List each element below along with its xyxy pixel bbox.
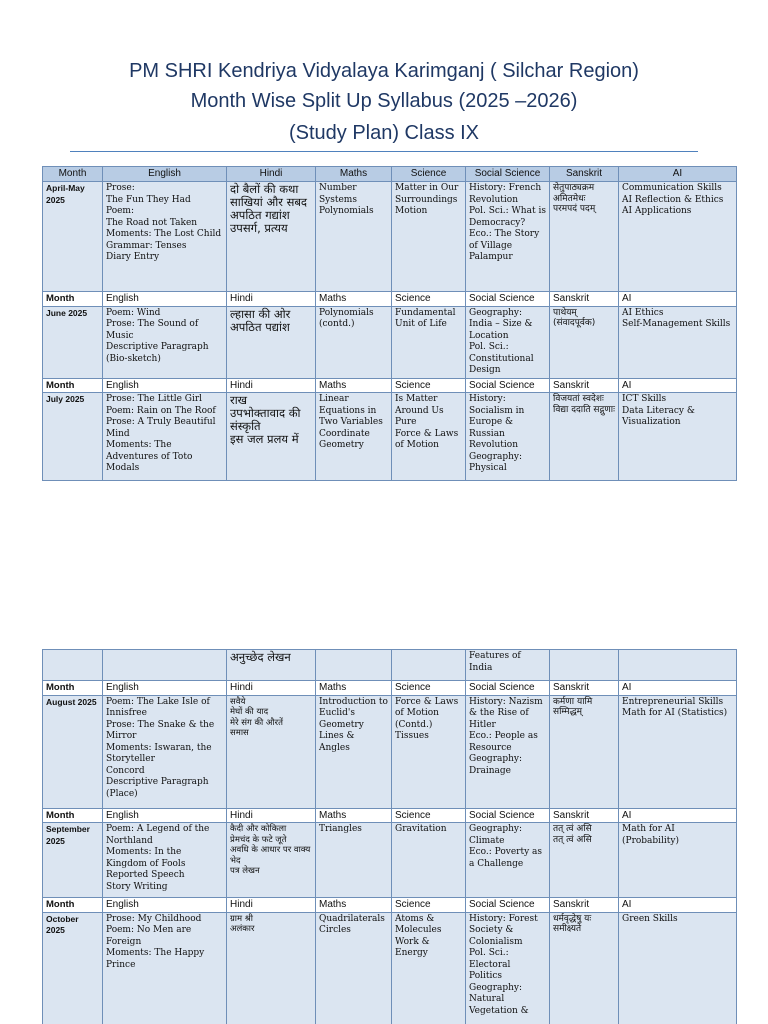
maths-cell-line: Linear Equations in Two Variables	[319, 394, 383, 427]
sanskrit-cell-line: तत् त्वं असि	[553, 824, 592, 834]
social-science-cell: Features of India	[466, 650, 550, 681]
sanskrit-cell-line: (संवादपूर्वक)	[553, 318, 596, 328]
maths-cell-line: Circles	[319, 925, 351, 935]
social-science-cell-line: Eco.: People as Resource	[469, 731, 538, 753]
column-header: Maths	[316, 808, 392, 823]
column-header: Science	[392, 292, 466, 307]
column-header: Maths	[316, 167, 392, 182]
column-header: Month	[43, 292, 103, 307]
table-row	[43, 823, 737, 898]
column-header: Science	[392, 681, 466, 696]
science-cell-line: Tissues	[395, 731, 429, 741]
english-cell-line: Descriptive Paragraph (Bio-sketch)	[106, 342, 209, 364]
science-cell-line: Is Matter Around Us Pure	[395, 394, 444, 427]
column-header: AI	[619, 681, 737, 696]
column-header: Social Science	[466, 378, 550, 393]
column-header-row	[43, 808, 737, 823]
social-science-cell-line: Geography: Physical	[469, 451, 523, 473]
column-header: Science	[392, 898, 466, 913]
english-cell	[103, 823, 227, 898]
english-cell-line: Poem: Rain on The Roof	[106, 405, 216, 416]
social-science-cell	[466, 393, 550, 481]
science-cell-line: Fundamental Unit of Life	[395, 307, 456, 329]
column-header: AI	[619, 378, 737, 393]
sanskrit-cell	[550, 912, 619, 1024]
hindi-cell	[227, 695, 316, 808]
hindi-cell-line: मेरे संग की औरतें	[230, 717, 283, 728]
science-cell	[392, 182, 466, 292]
hindi-cell-line: अपठित पद्यांश	[230, 319, 290, 334]
hindi-cell-line: मेघों की याद	[230, 707, 269, 717]
hindi-cell-line: कैदी और कोकिला	[230, 824, 287, 834]
month-cell: July 2025	[43, 393, 103, 481]
hindi-cell	[227, 912, 316, 1024]
science-cell	[392, 695, 466, 808]
column-header: Sanskrit	[550, 681, 619, 696]
maths-cell	[316, 695, 392, 808]
column-header: Hindi	[227, 808, 316, 823]
sanskrit-cell-line: पाथेयम्	[553, 307, 577, 318]
hindi-cell-line: समास	[230, 728, 249, 738]
ai-cell	[619, 695, 737, 808]
continuation-row	[43, 650, 737, 681]
english-cell-line: Poem: No Men are Foreign	[106, 925, 192, 947]
social-science-cell-line: Pol. Sci.: Constitutional Design	[469, 342, 534, 375]
column-header: English	[103, 292, 227, 307]
month-cell: June 2025	[43, 306, 103, 378]
column-header: AI	[619, 292, 737, 307]
column-header: AI	[619, 167, 737, 182]
science-cell	[392, 912, 466, 1024]
ai-cell-line: Math for AI (Statistics)	[622, 708, 728, 718]
hindi-cell-line: ल्हासा की ओर	[230, 306, 291, 321]
social-science-cell-line: Geography: Natural Vegetation &	[469, 982, 529, 1016]
english-cell-line: Diary Entry	[106, 252, 160, 262]
column-header: English	[103, 378, 227, 393]
table-row	[43, 912, 737, 1024]
english-cell-line: Prose: The Snake & the Mirror	[106, 719, 215, 741]
page-title-line-2: Month Wise Split Up Syllabus (2025 –2026)	[190, 90, 578, 112]
column-header: Maths	[316, 378, 392, 393]
english-cell-line: Poem: The Lake Isle of Innisfree	[106, 696, 210, 718]
english-cell-line: Poem: Wind	[106, 307, 161, 318]
page-title-line-1: PM SHRI Kendriya Vidyalaya Karimganj ( Silchar Region)	[129, 60, 639, 82]
empty-cell	[619, 650, 737, 681]
english-cell-line: Prose:	[106, 183, 135, 193]
column-header: AI	[619, 808, 737, 823]
maths-cell	[316, 823, 392, 898]
page-title-line-3: (Study Plan) Class IX	[288, 122, 480, 144]
english-cell-line: Prose: My Childhood	[106, 913, 202, 924]
sanskrit-cell	[550, 182, 619, 292]
column-header: Social Science	[466, 808, 550, 823]
column-header: English	[103, 167, 227, 182]
english-cell-line: Prose: A Truly Beautiful Mind	[106, 417, 216, 439]
ai-cell-line: Communication Skills	[622, 183, 722, 193]
english-cell-line: Poem:	[106, 206, 135, 216]
english-cell	[103, 306, 227, 378]
english-cell-line: Moments: The Adventures of Toto	[106, 440, 193, 462]
sanskrit-cell-line: विद्या ददाति सद्गुणाः	[553, 404, 615, 415]
hindi-cell-line: अवधि के आधार पर वाक्य भेद	[230, 845, 311, 866]
social-science-cell-line: Pol. Sci.: Electoral Politics	[469, 948, 511, 981]
science-cell-line: Motion	[395, 206, 428, 216]
english-cell-line: The Road not Taken	[106, 217, 198, 228]
hindi-cell	[227, 182, 316, 292]
column-header: Maths	[316, 292, 392, 307]
month-cell: September 2025	[43, 823, 103, 898]
social-science-cell	[466, 912, 550, 1024]
column-header: Science	[392, 378, 466, 393]
social-science-cell	[466, 182, 550, 292]
science-cell	[392, 823, 466, 898]
social-science-cell-line: Geography: Climate	[469, 824, 523, 846]
hindi-cell-line: अलंकार	[230, 924, 255, 934]
maths-cell-line: Polynomials	[319, 206, 374, 216]
ai-cell-line: Self-Management Skills	[622, 319, 731, 329]
column-header: Sanskrit	[550, 898, 619, 913]
column-header: English	[103, 898, 227, 913]
sanskrit-cell-line: विजयतां स्वदेशः	[553, 394, 604, 404]
column-header: Science	[392, 808, 466, 823]
month-cell: August 2025	[43, 695, 103, 808]
maths-cell-line: Introduction to Euclid's Geometry	[319, 696, 388, 730]
empty-cell	[316, 650, 392, 681]
hindi-cell-line: पत्र लेखन	[230, 866, 260, 876]
maths-cell-line: Coordinate Geometry	[319, 428, 370, 450]
social-science-cell-line: History: Socialism in Europe & Russian Revolution	[469, 394, 525, 450]
column-header: Sanskrit	[550, 808, 619, 823]
ai-cell-line: ICT Skills	[622, 394, 667, 404]
syllabus-table-page-1	[42, 166, 737, 481]
english-cell-line: Prose: The Sound of Music	[106, 319, 199, 341]
column-header: Social Science	[466, 292, 550, 307]
hindi-cell-line: ग्राम श्री	[230, 913, 254, 924]
maths-cell	[316, 393, 392, 481]
english-cell	[103, 393, 227, 481]
month-cell: October 2025	[43, 912, 103, 1024]
ai-cell-line: AI Ethics	[622, 307, 664, 318]
maths-cell	[316, 182, 392, 292]
column-header: English	[103, 808, 227, 823]
social-science-cell-line: History: Forest Society & Colonialism	[469, 913, 538, 947]
english-cell	[103, 695, 227, 808]
column-header-row	[43, 898, 737, 913]
column-header-row	[43, 378, 737, 393]
ai-cell	[619, 306, 737, 378]
hindi-cell-line: इस जल प्रलय में	[230, 432, 299, 446]
hindi-cell-line: दो बैलों की कथा	[230, 182, 299, 196]
hindi-cell	[227, 823, 316, 898]
english-cell-line: Poem: A Legend of the Northland	[106, 824, 210, 846]
column-header: English	[103, 681, 227, 696]
empty-cell	[550, 650, 619, 681]
column-header: Hindi	[227, 167, 316, 182]
column-header: Month	[43, 167, 103, 182]
science-cell-line: Force & Laws of Motion (Contd.)	[395, 696, 459, 730]
sanskrit-cell	[550, 823, 619, 898]
social-science-cell	[466, 695, 550, 808]
maths-cell	[316, 912, 392, 1024]
english-cell-line: The Fun They Had	[106, 194, 191, 205]
maths-cell-line: Polynomials (contd.)	[319, 307, 374, 329]
ai-cell-line: AI Applications	[622, 206, 692, 216]
hindi-cell-line: साखियां और सबद	[230, 195, 308, 209]
ai-cell	[619, 823, 737, 898]
ai-cell-line: Data Literacy & Visualization	[622, 405, 695, 427]
column-header-row	[43, 292, 737, 307]
english-cell-line: Story Writing	[106, 881, 168, 892]
social-science-cell-line: History: Nazism & the Rise of Hitler	[469, 696, 543, 730]
ai-cell-line: Green Skills	[622, 913, 678, 924]
hindi-cell-line: प्रेमचंद के फटे जूते	[230, 834, 287, 845]
social-science-cell-line: History: French Revolution	[469, 183, 542, 205]
english-cell-line: Prose: The Little Girl	[106, 394, 203, 404]
social-science-cell-line: Geography: Drainage	[469, 754, 523, 776]
social-science-cell	[466, 306, 550, 378]
syllabus-table-page-2	[42, 649, 737, 1024]
english-cell-line: Grammar: Tenses	[106, 240, 187, 251]
sanskrit-cell	[550, 695, 619, 808]
sanskrit-cell	[550, 393, 619, 481]
maths-cell-line: Number Systems	[319, 183, 357, 205]
social-science-cell-line: Geography: India – Size & Location	[469, 307, 533, 341]
table-row	[43, 393, 737, 481]
column-header: Science	[392, 167, 466, 182]
english-cell-line: Descriptive Paragraph (Place)	[106, 777, 209, 799]
science-cell-line: Gravitation	[395, 824, 447, 834]
hindi-cell-line: राख	[230, 393, 248, 407]
column-header: AI	[619, 898, 737, 913]
hindi-cell: अनुच्छेद लेखन	[227, 650, 316, 681]
social-science-cell	[466, 823, 550, 898]
science-cell	[392, 306, 466, 378]
english-cell	[103, 182, 227, 292]
table-row	[43, 182, 737, 292]
hindi-cell-line: उपसर्ग, प्रत्यय	[230, 221, 288, 235]
table-row	[43, 695, 737, 808]
column-header-row	[43, 167, 737, 182]
column-header: Maths	[316, 681, 392, 696]
english-cell-line: Concord	[106, 765, 145, 776]
column-header: Hindi	[227, 378, 316, 393]
column-header: Month	[43, 681, 103, 696]
column-header: Social Science	[466, 167, 550, 182]
hindi-cell-line: उपभोक्तावाद की संस्कृति	[230, 406, 301, 433]
social-science-cell-line: Eco.: Poverty as a Challenge	[469, 847, 542, 869]
english-cell-line: Moments: The Happy Prince	[106, 948, 205, 970]
maths-cell-line: Triangles	[319, 824, 362, 834]
english-cell-line: Moments: Iswaran, the Storyteller	[106, 742, 212, 764]
science-cell	[392, 393, 466, 481]
hindi-cell	[227, 306, 316, 378]
ai-cell-line: Entrepreneurial Skills	[622, 696, 724, 707]
social-science-cell-line: Pol. Sci.: What is Democracy?	[469, 206, 546, 228]
english-cell-line: Reported Speech	[106, 870, 185, 880]
english-cell-line: Modals	[106, 463, 140, 473]
column-header: Social Science	[466, 898, 550, 913]
sanskrit-cell-line: सेतुपाठ्यक्रम	[553, 183, 595, 193]
sanskrit-cell	[550, 306, 619, 378]
maths-cell	[316, 306, 392, 378]
science-cell-line: Force & Laws of Motion	[395, 428, 459, 450]
column-header: Sanskrit	[550, 292, 619, 307]
sanskrit-cell-line: अमितमेधः	[553, 193, 586, 204]
column-header: Sanskrit	[550, 378, 619, 393]
column-header: Maths	[316, 898, 392, 913]
science-cell-line: Atoms & Molecules	[395, 913, 442, 935]
empty-cell	[103, 650, 227, 681]
maths-cell-line: Lines & Angles	[319, 731, 355, 753]
column-header: Hindi	[227, 681, 316, 696]
empty-cell	[43, 650, 103, 681]
social-science-cell-line: Eco.: The Story of Village Palampur	[469, 229, 540, 262]
sanskrit-cell-line: तत् त्वं असि	[553, 834, 592, 845]
hindi-cell-line: सवैये	[230, 696, 246, 707]
column-header-row	[43, 681, 737, 696]
sanskrit-cell-line: धर्मवृद्धेषु यः समीक्ष्यते	[553, 913, 592, 934]
ai-cell	[619, 182, 737, 292]
column-header: Sanskrit	[550, 167, 619, 182]
column-header: Month	[43, 378, 103, 393]
english-cell-line: Moments: The Lost Child	[106, 229, 222, 239]
column-header: Social Science	[466, 681, 550, 696]
empty-cell	[392, 650, 466, 681]
english-cell-line: Moments: In the Kingdom of Fools	[106, 847, 186, 869]
ai-cell-line: Math for AI (Probability)	[622, 824, 680, 846]
hindi-cell-line: अपठित गद्यांश	[230, 208, 290, 222]
column-header: Month	[43, 898, 103, 913]
sanskrit-cell-line: परमपदं पदम्	[553, 204, 596, 214]
sanskrit-cell-line: कर्मणा यामि सम्मिद्धम्	[553, 696, 593, 717]
ai-cell	[619, 393, 737, 481]
table-row	[43, 306, 737, 378]
hindi-cell	[227, 393, 316, 481]
ai-cell	[619, 912, 737, 1024]
column-header: Hindi	[227, 292, 316, 307]
english-cell	[103, 912, 227, 1024]
title-divider	[70, 151, 698, 152]
column-header: Hindi	[227, 898, 316, 913]
science-cell-line: Matter in Our Surroundings	[395, 183, 459, 205]
month-cell: April-May 2025	[43, 182, 103, 292]
column-header: Month	[43, 808, 103, 823]
ai-cell-line: AI Reflection & Ethics	[622, 194, 724, 205]
maths-cell-line: Quadrilaterals	[319, 913, 385, 924]
science-cell-line: Work & Energy	[395, 936, 430, 958]
